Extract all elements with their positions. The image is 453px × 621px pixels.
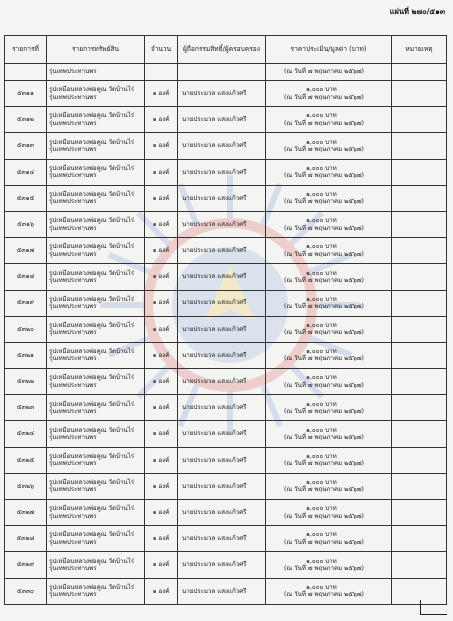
cell-price-value: ๑,๐๐๐ บาท [306,164,337,172]
cell-holder: นายประมวล แสงแก้วศรี [178,107,266,133]
cell-holder: นายประมวล แสงแก้วศรี [178,369,266,395]
cell-qty: ๑ องค์ [145,81,178,107]
cell-no: ๕๓๑๒ [5,107,47,133]
cell-price-date: (ณ วันที่ ๗ พฤษภาคม ๒๕๖๗) [284,119,364,127]
cell-qty: ๑ องค์ [145,211,178,237]
cell-holder: นายประมวล แสงแก้วศรี [178,185,266,211]
cell-holder: นายประมวล แสงแก้วศรี [178,133,266,159]
cell-holder: นายประมวล แสงแก้วศรี [178,290,266,316]
cell-price-value: ๑,๐๐๐ บาท [306,112,337,120]
cell-price-date: (ณ วันที่ ๗ พฤษภาคม ๒๕๖๗) [284,93,364,101]
cell-price-date: (ณ วันที่ ๗ พฤษภาคม ๒๕๖๗) [284,564,364,572]
cell-price [266,526,392,552]
cell-qty: ๑ องค์ [145,447,178,473]
cell-price-value: ๑,๐๐๐ บาท [306,531,337,539]
cell-price [266,264,392,290]
cell-note [392,264,447,290]
cell-note [392,342,447,368]
table-row [5,526,447,552]
cell-price-date: (ณ วันที่ ๗ พฤษภาคม ๒๕๖๗) [284,407,364,415]
cell-price [266,290,392,316]
cell-name: รูปเหมือนหลวงพ่อคูณ วัดบ้านไร่ รุ่นเทพประทานพร [47,264,145,290]
cell-price [266,64,392,81]
cell-holder: นายประมวล แสงแก้วศรี [178,447,266,473]
cell-name: รูปเหมือนหลวงพ่อคูณ วัดบ้านไร่ รุ่นเทพประทานพร [47,290,145,316]
cell-price-date: (ณ วันที่ ๗ พฤษภาคม ๒๕๖๗) [284,250,364,258]
cell-no: ๕๓๒๘ [5,526,47,552]
cell-qty: ๑ องค์ [145,473,178,499]
cell-price [266,473,392,499]
cell-note [392,64,447,81]
cell-qty: ๑ องค์ [145,578,178,604]
table-row [5,500,447,526]
cell-name: รูปเหมือนหลวงพ่อคูณ วัดบ้านไร่ รุ่นเทพประทานพร [47,211,145,237]
cell-price [266,369,392,395]
col-header-name: รายการทรัพย์สิน [47,36,145,64]
cell-price-date: (ณ วันที่ ๗ พฤษภาคม ๒๕๖๗) [284,276,364,284]
table-row [5,264,447,290]
cell-note [392,238,447,264]
table-header-row [5,36,447,64]
cell-price-value: ๑,๐๐๐ บาท [306,452,337,460]
cell-holder: นายประมวล แสงแก้วศรี [178,238,266,264]
cell-name: รูปเหมือนหลวงพ่อคูณ วัดบ้านไร่ รุ่นเทพประทานพร [47,133,145,159]
cell-qty: ๑ องค์ [145,316,178,342]
cell-no: ๕๓๒๖ [5,473,47,499]
cell-name: รูปเหมือนหลวงพ่อคูณ วัดบ้านไร่ รุ่นเทพประทานพร [47,473,145,499]
cell-qty: ๑ องค์ [145,185,178,211]
cell-holder: นายประมวล แสงแก้วศรี [178,159,266,185]
cell-name: รูปเหมือนหลวงพ่อคูณ วัดบ้านไร่ รุ่นเทพประทานพร [47,238,145,264]
table-row [5,552,447,578]
cell-holder [178,64,266,81]
cell-price [266,578,392,604]
cell-price-date: (ณ วันที่ ๗ พฤษภาคม ๒๕๖๗) [284,381,364,389]
cell-price [266,421,392,447]
cell-price [266,342,392,368]
table-row [5,185,447,211]
cell-note [392,552,447,578]
cell-price-value: ๑,๐๐๐ บาท [306,505,337,513]
corner-mark [420,600,447,615]
cell-price-value: ๑,๐๐๐ บาท [306,583,337,591]
cell-no: ๕๓๑๓ [5,133,47,159]
cell-holder: นายประมวล แสงแก้วศรี [178,473,266,499]
cell-name: รูปเหมือนหลวงพ่อคูณ วัดบ้านไร่ รุ่นเทพประทานพร [47,185,145,211]
table-row [5,473,447,499]
cell-price [266,316,392,342]
cell-name: รูปเหมือนหลวงพ่อคูณ วัดบ้านไร่ รุ่นเทพประทานพร [47,395,145,421]
cell-price [266,395,392,421]
table-row [5,421,447,447]
cell-qty: ๑ องค์ [145,500,178,526]
cell-price-date: (ณ วันที่ ๗ พฤษภาคม ๒๕๖๗) [284,224,364,232]
cell-no: ๕๓๒๙ [5,552,47,578]
cell-no: ๕๓๑๕ [5,185,47,211]
cell-no: ๕๓๓๐ [5,578,47,604]
cell-note [392,395,447,421]
cell-note [392,290,447,316]
cell-price-value: ๑,๐๐๐ บาท [306,191,337,199]
table-row [5,369,447,395]
cell-name: รูปเหมือนหลวงพ่อคูณ วัดบ้านไร่ รุ่นเทพประทานพร [47,316,145,342]
cell-name: รูปเหมือนหลวงพ่อคูณ วัดบ้านไร่ รุ่นเทพประทานพร [47,421,145,447]
cell-no: ๕๓๑๔ [5,159,47,185]
cell-qty: ๑ องค์ [145,290,178,316]
cell-price-date: (ณ วันที่ ๗ พฤษภาคม ๒๕๖๗) [284,68,364,76]
cell-note [392,133,447,159]
cell-holder: นายประมวล แสงแก้วศรี [178,578,266,604]
cell-note [392,107,447,133]
cell-qty: ๑ องค์ [145,238,178,264]
cell-note [392,421,447,447]
cell-name: รูปเหมือนหลวงพ่อคูณ วัดบ้านไร่ รุ่นเทพประทานพร [47,578,145,604]
cell-name: รูปเหมือนหลวงพ่อคูณ วัดบ้านไร่ รุ่นเทพประทานพร [47,447,145,473]
col-header-qty: จำนวน [145,36,178,64]
cell-name: รูปเหมือนหลวงพ่อคูณ วัดบ้านไร่ รุ่นเทพประทานพร [47,369,145,395]
cell-qty: ๑ องค์ [145,552,178,578]
cell-name: รูปเหมือนหลวงพ่อคูณ วัดบ้านไร่ รุ่นเทพประทานพร [47,107,145,133]
table-row [5,107,447,133]
cell-note [392,159,447,185]
cell-note [392,526,447,552]
cell-name: รูปเหมือนหลวงพ่อคูณ วัดบ้านไร่ รุ่นเทพประทานพร [47,500,145,526]
table-row [5,290,447,316]
cell-price [266,238,392,264]
table-row [5,342,447,368]
cell-qty: ๑ องค์ [145,526,178,552]
cell-no: ๕๓๒๕ [5,447,47,473]
cell-price-date: (ณ วันที่ ๗ พฤษภาคม ๒๕๖๗) [284,172,364,180]
table-row [5,447,447,473]
cell-note [392,81,447,107]
cell-qty: ๑ องค์ [145,159,178,185]
cell-price-date: (ณ วันที่ ๗ พฤษภาคม ๒๕๖๗) [284,434,364,442]
cell-price [266,500,392,526]
cell-price-value: ๑,๐๐๐ บาท [306,138,337,146]
cell-qty: ๑ องค์ [145,264,178,290]
table-row [5,211,447,237]
cell-holder: นายประมวล แสงแก้วศรี [178,342,266,368]
cell-holder: นายประมวล แสงแก้วศรี [178,500,266,526]
cell-qty: ๑ องค์ [145,133,178,159]
cell-holder: นายประมวล แสงแก้วศรี [178,395,266,421]
cell-no: ๕๓๒๑ [5,342,47,368]
cell-name: รูปเหมือนหลวงพ่อคูณ วัดบ้านไร่ รุ่นเทพประทานพร [47,81,145,107]
cell-price-value: ๑,๐๐๐ บาท [306,86,337,94]
col-header-note: หมายเหตุ [392,36,447,64]
cell-price-value: ๑,๐๐๐ บาท [306,243,337,251]
cell-price [266,211,392,237]
cell-price-value: ๑,๐๐๐ บาท [306,400,337,408]
cell-holder: นายประมวล แสงแก้วศรี [178,264,266,290]
cell-price-date: (ณ วันที่ ๗ พฤษภาคม ๒๕๖๗) [284,460,364,468]
cell-name: รูปเหมือนหลวงพ่อคูณ วัดบ้านไร่ รุ่นเทพประทานพร [47,526,145,552]
cell-no: ๕๓๒๔ [5,421,47,447]
table-row [5,395,447,421]
table-row [5,81,447,107]
cell-holder: นายประมวล แสงแก้วศรี [178,81,266,107]
col-header-holder: ผู้ถือกรรมสิทธิ์/ผู้ครอบครอง [178,36,266,64]
cell-price [266,185,392,211]
cell-no [5,64,47,81]
cell-price-date: (ณ วันที่ ๗ พฤษภาคม ๒๕๖๗) [284,512,364,520]
cell-no: ๕๓๒๓ [5,395,47,421]
cell-price [266,552,392,578]
cell-no: ๕๓๑๖ [5,211,47,237]
cell-note [392,185,447,211]
cell-no: ๕๓๑๗ [5,238,47,264]
cell-price-value: ๑,๐๐๐ บาท [306,348,337,356]
cell-note [392,369,447,395]
cell-qty: ๑ องค์ [145,395,178,421]
cell-name: รูปเหมือนหลวงพ่อคูณ วัดบ้านไร่ รุ่นเทพประทานพร [47,552,145,578]
col-header-no: รายการที่ [5,36,47,64]
table-row [5,578,447,604]
cell-note [392,473,447,499]
cell-price [266,81,392,107]
table-body [5,64,447,605]
page-number: แผ่นที่ ๒๗๐/๕๑๓ [389,7,445,16]
table-row [5,316,447,342]
table-row [5,238,447,264]
table-row [5,159,447,185]
table-row-continued [5,64,447,81]
cell-no: ๕๓๒๗ [5,500,47,526]
cell-price-value: ๑,๐๐๐ บาท [306,295,337,303]
cell-note [392,447,447,473]
cell-holder: นายประมวล แสงแก้วศรี [178,211,266,237]
table-row [5,133,447,159]
cell-price-date: (ณ วันที่ ๗ พฤษภาคม ๒๕๖๗) [284,145,364,153]
cell-price [266,447,392,473]
cell-note [392,211,447,237]
cell-qty: ๑ องค์ [145,342,178,368]
cell-price [266,159,392,185]
cell-name: รุ่นเทพประทานพร [47,64,145,81]
cell-holder: นายประมวล แสงแก้วศรี [178,526,266,552]
cell-no: ๕๓๒๒ [5,369,47,395]
cell-qty: ๑ องค์ [145,421,178,447]
col-header-price: ราคาประเมิน/มูลค่า (บาท) [266,36,392,64]
cell-price-value: ๑,๐๐๐ บาท [306,479,337,487]
cell-no: ๕๓๒๐ [5,316,47,342]
cell-price-value: ๑,๐๐๐ บาท [306,269,337,277]
cell-no: ๕๓๑๘ [5,264,47,290]
cell-price [266,107,392,133]
cell-name: รูปเหมือนหลวงพ่อคูณ วัดบ้านไร่ รุ่นเทพประทานพร [47,159,145,185]
cell-note [392,316,447,342]
cell-no: ๕๓๑๙ [5,290,47,316]
cell-price-value: ๑,๐๐๐ บาท [306,374,337,382]
cell-price-date: (ณ วันที่ ๗ พฤษภาคม ๒๕๖๗) [284,486,364,494]
cell-name: รูปเหมือนหลวงพ่อคูณ วัดบ้านไร่ รุ่นเทพประทานพร [47,342,145,368]
cell-no: ๕๓๑๑ [5,81,47,107]
cell-price-value: ๑,๐๐๐ บาท [306,557,337,565]
asset-table [4,35,447,605]
cell-price-date: (ณ วันที่ ๗ พฤษภาคม ๒๕๖๗) [284,538,364,546]
cell-price-date: (ณ วันที่ ๗ พฤษภาคม ๒๕๖๗) [284,591,364,599]
cell-qty: ๑ องค์ [145,369,178,395]
cell-price-value: ๑,๐๐๐ บาท [306,217,337,225]
cell-note [392,500,447,526]
cell-price-value: ๑,๐๐๐ บาท [306,426,337,434]
cell-qty: ๑ องค์ [145,107,178,133]
cell-holder: นายประมวล แสงแก้วศรี [178,316,266,342]
cell-price-date: (ณ วันที่ ๗ พฤษภาคม ๒๕๖๗) [284,355,364,363]
cell-holder: นายประมวล แสงแก้วศรี [178,552,266,578]
cell-price-date: (ณ วันที่ ๗ พฤษภาคม ๒๕๖๗) [284,329,364,337]
cell-price-date: (ณ วันที่ ๗ พฤษภาคม ๒๕๖๗) [284,198,364,206]
cell-holder: นายประมวล แสงแก้วศรี [178,421,266,447]
cell-price [266,133,392,159]
cell-qty [145,64,178,81]
cell-price-value: ๑,๐๐๐ บาท [306,321,337,329]
cell-price-date: (ณ วันที่ ๗ พฤษภาคม ๒๕๖๗) [284,303,364,311]
